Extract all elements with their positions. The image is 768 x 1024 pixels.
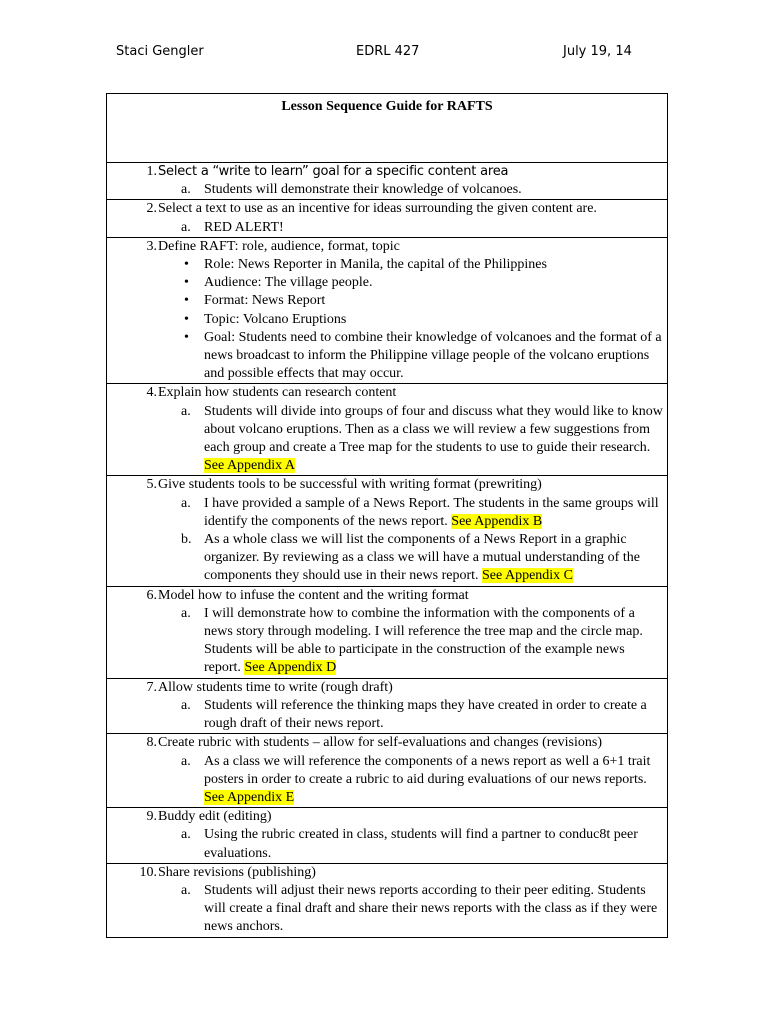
sub-text: Students will reference the thinking maps they have created in order to create a rough draft of their news report. <box>204 697 647 732</box>
sub-text: I have provided a sample of a News Report. The students in the same groups will identify the components of the news report. <box>204 495 659 529</box>
step-text: Define RAFT: role, audience, format, topic <box>158 238 400 254</box>
step-text: Create rubric with students – allow for self-evaluations and changes (revisions) <box>158 735 602 751</box>
step-text: Select a “write to learn” goal for a specific content area <box>158 164 509 179</box>
bullet-icon: • <box>184 311 189 327</box>
sub-item <box>111 826 663 862</box>
step-heading <box>111 808 663 826</box>
sub-letter: a. <box>181 605 191 621</box>
bullet-item <box>111 329 663 384</box>
sub-item <box>111 882 663 937</box>
header-course: EDRL 427 <box>356 44 420 59</box>
sub-letter: a. <box>181 495 191 511</box>
sub-text: Students will divide into groups of four and discuss what they would like to know about volcano eruptions. Then as a class we will review a few suggestions from each group and create a Tree map for the students to use to guide their research. <box>204 403 663 456</box>
step-heading <box>111 864 663 882</box>
bullet-item <box>111 292 663 310</box>
step-heading <box>111 163 663 181</box>
step-text: Buddy edit (editing) <box>158 809 272 825</box>
step-cell <box>107 200 668 237</box>
sub-letter: a. <box>181 882 191 898</box>
table-row <box>107 237 668 384</box>
sub-text: Students will adjust their news reports according to their peer editing. Students will create a final draft and share their news reports with the class as if they were news anchors. <box>204 882 658 935</box>
step-number: 6. <box>146 587 157 603</box>
step-number: 7. <box>146 679 157 695</box>
bullet-item <box>111 256 663 274</box>
sub-text: RED ALERT! <box>204 219 284 235</box>
sub-letter: a. <box>181 753 191 769</box>
step-cell <box>107 808 668 864</box>
table-row <box>107 734 668 808</box>
step-cell <box>107 384 668 476</box>
bullet-text: Topic: Volcano Eruptions <box>204 311 347 327</box>
header-date: July 19, 14 <box>563 44 632 59</box>
title-row <box>107 94 668 163</box>
step-number: 5. <box>146 477 157 493</box>
lesson-sequence-table <box>106 93 668 938</box>
step-number: 1. <box>146 164 157 179</box>
sub-item <box>111 697 663 733</box>
bullet-icon: • <box>184 257 189 273</box>
sub-text: As a whole class we will list the components of a News Report in a graphic organizer. By reviewing as a class we will have a mutual understanding of the components they should use in their news report. <box>204 532 640 584</box>
step-heading <box>111 587 663 605</box>
table-row <box>107 678 668 734</box>
table-row <box>107 863 668 937</box>
sub-letter: b. <box>181 532 192 548</box>
step-text: Model how to infuse the content and the writing format <box>158 587 469 603</box>
step-number: 8. <box>146 735 157 751</box>
step-cell <box>107 678 668 734</box>
step-number: 2. <box>146 201 157 217</box>
bullet-text: Format: News Report <box>204 293 326 309</box>
table-row <box>107 808 668 864</box>
step-number: 3. <box>146 238 157 254</box>
bullet-text: Goal: Students need to combine their knowledge of volcanoes and the format of a news broadcast to inform the Philippine village people of the volcano eruptions and possible effects that may occur. <box>204 329 662 382</box>
sub-item <box>111 403 663 476</box>
step-heading <box>111 679 663 697</box>
bullet-icon: • <box>184 293 189 309</box>
step-text: Give students tools to be successful with writing format (prewriting) <box>158 477 542 493</box>
bullet-item <box>111 311 663 329</box>
page-header <box>0 44 768 68</box>
sub-letter: a. <box>181 219 191 235</box>
sub-item <box>111 181 663 199</box>
step-heading <box>111 734 663 752</box>
step-cell <box>107 734 668 808</box>
bullet-icon: • <box>184 329 189 345</box>
header-author: Staci Gengler <box>116 44 204 59</box>
sub-item <box>111 605 663 678</box>
table-row <box>107 163 668 200</box>
step-text: Share revisions (publishing) <box>158 864 316 880</box>
sub-text: Using the rubric created in class, students will find a partner to conduc8t peer evaluations. <box>204 827 638 861</box>
bullet-text: Audience: The village people. <box>204 275 373 291</box>
bullet-text: Role: News Reporter in Manila, the capital of the Philippines <box>204 257 547 273</box>
sub-letter: a. <box>181 827 191 843</box>
appendix-reference: See Appendix B <box>451 513 543 529</box>
step-cell <box>107 863 668 937</box>
step-cell <box>107 476 668 586</box>
sub-item <box>111 219 663 237</box>
table-row <box>107 586 668 678</box>
sub-letter: a. <box>181 403 191 419</box>
sub-item <box>111 495 663 531</box>
step-text: Select a text to use as an incentive for ideas surrounding the given content are. <box>158 201 597 217</box>
step-heading <box>111 384 663 402</box>
table-row <box>107 200 668 237</box>
step-number: 9. <box>146 809 157 825</box>
step-cell <box>107 586 668 678</box>
table-row <box>107 476 668 586</box>
step-number: 4. <box>146 385 157 401</box>
sub-letter: a. <box>181 697 191 713</box>
table-title: Lesson Sequence Guide for RAFTS <box>107 94 668 163</box>
step-heading <box>111 476 663 494</box>
bullet-item <box>111 274 663 292</box>
bullet-icon: • <box>184 275 189 291</box>
sub-item <box>111 531 663 586</box>
step-heading <box>111 238 663 256</box>
appendix-reference: See Appendix D <box>244 660 337 676</box>
table-row <box>107 384 668 476</box>
sub-text: I will demonstrate how to combine the information with the components of a news story through modeling. I will reference the tree map and the circle map. Students will be able to participate in the construction of the example news report. <box>204 605 643 676</box>
step-text: Explain how students can research content <box>158 385 397 401</box>
appendix-reference: See Appendix A <box>204 458 295 474</box>
sub-letter: a. <box>181 182 191 198</box>
step-number: 10. <box>139 864 157 880</box>
sub-text: As a class we will reference the components of a news report as well a 6+1 trait posters in order to create a rubric to aid during evaluations of our news reports. <box>204 753 651 787</box>
step-text: Allow students time to write (rough draft) <box>158 679 393 695</box>
appendix-reference: See Appendix E <box>204 789 295 805</box>
step-heading <box>111 200 663 218</box>
sub-text: Students will demonstrate their knowledge of volcanoes. <box>204 182 522 198</box>
sub-item <box>111 753 663 808</box>
step-cell <box>107 237 668 384</box>
step-cell <box>107 163 668 200</box>
appendix-reference: See Appendix C <box>482 568 574 584</box>
